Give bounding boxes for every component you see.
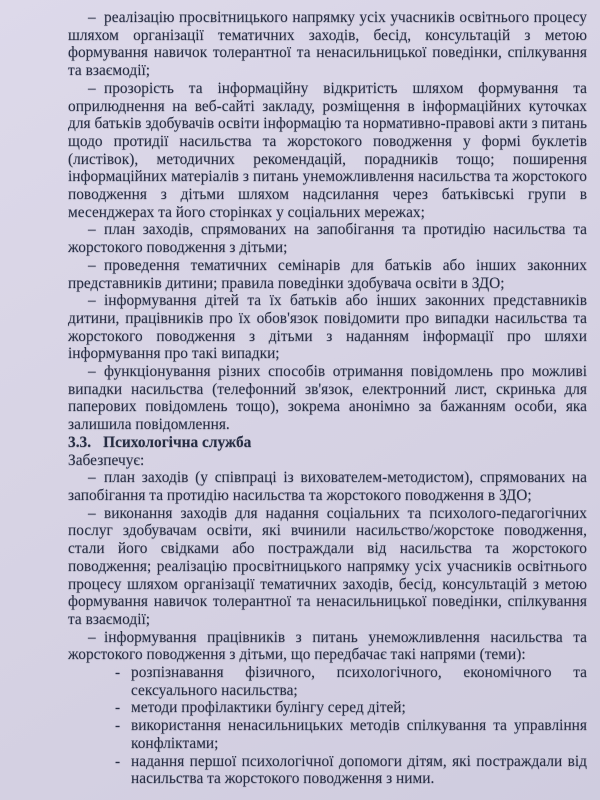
paragraph-9: [68, 629, 587, 664]
paragraph-6: [68, 363, 587, 434]
dash-bullet: –: [88, 469, 96, 487]
dash-bullet: –: [88, 221, 96, 239]
sub-item-1-text: розпізнавання фізичного, психологічного, економічного та сексуального насильства;: [131, 664, 587, 699]
paragraph-6-text: функціонування різних способів отримання повідомлень про можливі випадки насильства (телефонний зв'язок, електронний лист, скринька для паперових повідомлень тощо), зокрема анонімно за бажанням особи, яка залишила повідомлення.: [68, 363, 587, 434]
dash-bullet: –: [88, 79, 96, 97]
sub-item-1: [115, 664, 587, 699]
dash-bullet: –: [88, 256, 96, 274]
paragraph-9-text: інформування працівників з питань унеможливлення насильства та жорстокого поводження з дітьми, що передбачає такі напрями (теми):: [68, 628, 587, 664]
paragraph-1-text: реалізацію просвітницького напрямку усіх учасників освітнього процесу шляхом організації тематичних заходів, бесід, консультацій з метою формування навичок толерантної та ненасильницької поведінки, спілкування та взаємодії;: [68, 9, 587, 80]
sub-item-2: [115, 699, 587, 717]
sub-item-3: [115, 717, 587, 752]
hyphen-bullet: -: [115, 664, 121, 682]
paragraph-8-text: виконання заходів для надання соціальних та психолого-педагогічних послуг здобувачам освіти, які вчинили насильство/жорстоке поводження, стали його свідками або постраждали від насильства та жорстокого поводження; реалізацію просвітницького напрямку усіх учасників освітнього процесу шляхом організації тематичних заходів, бесід, консультацій з метою формування навичок толерантної та ненасильницької поведінки, спілкування та взаємодії;: [68, 504, 587, 628]
lead-line: Забезпечує:: [68, 451, 145, 469]
paragraph-7: [68, 469, 587, 504]
dash-bullet: –: [88, 504, 96, 522]
paragraph-8: [68, 505, 587, 629]
paragraph-3-text: план заходів, спрямованих на запобігання та протидію насильства та жорстокого поводження з дітьми;: [68, 221, 587, 257]
hyphen-bullet: -: [115, 752, 121, 770]
text-block: [68, 9, 587, 788]
sub-item-4-text: надання першої психологічної допомоги дітям, які постраждали від насильства та жорстокого поводження з ними.: [131, 752, 587, 788]
paragraph-2-text: прозорість та інформаційну відкритість шляхом формування та оприлюднення на веб-сайті закладу, розміщення в інформаційних куточках для батьків здобувачів освіти інформацію та нормативно-правові акти з питань щодо протидії насильства та жорстокого поводження у формі буклетів (листівок), методичних рекомендацій, порадників тощо; поширення інформаційних матеріалів з питань унеможливлення насильства та жорстокого поводження з дітьми шляхом надсилання через батьківські групи в месенджерах та його сторінках у соціальних мережах;: [68, 79, 587, 221]
sub-item-2-text: методи профілактики булінгу серед дітей;: [131, 699, 406, 717]
paragraph-7-text: план заходів (у співпраці із вихователем-методистом), спрямованих на запобігання та протидію насильства та жорстокого поводження в ЗДО;: [68, 469, 587, 504]
sub-item-4: [115, 753, 587, 788]
dash-bullet: –: [88, 363, 96, 381]
hyphen-bullet: -: [115, 699, 121, 717]
paragraph-3: [68, 221, 587, 256]
dash-bullet: –: [88, 292, 96, 310]
section-number: 3.3.: [68, 433, 92, 451]
sub-item-3-text: використання ненасильницьких методів спілкування та управління конфліктами;: [131, 717, 587, 752]
paragraph-4: [68, 257, 587, 292]
section-title: Психологічна служба: [103, 433, 252, 451]
paragraph-4-text: проведення тематичних семінарів для батьків або інших законних представників дитини; правила поведінки здобувача освіти в ЗДО;: [68, 256, 587, 292]
paragraph-1: [68, 9, 587, 80]
paragraph-5: [68, 292, 587, 363]
dash-bullet: –: [88, 9, 96, 26]
hyphen-bullet: -: [115, 717, 121, 735]
dash-bullet: –: [88, 628, 96, 646]
paragraph-2: [68, 80, 587, 222]
paragraph-5-text: інформування дітей та їх батьків або інших законних представників дитини, працівників про їх обов'язок повідомити про випадки насильства та жорстокого поводження з дітьми з наданням інформації про шляхи інформування про такі випадки;: [68, 292, 587, 363]
section-heading: [68, 434, 587, 452]
